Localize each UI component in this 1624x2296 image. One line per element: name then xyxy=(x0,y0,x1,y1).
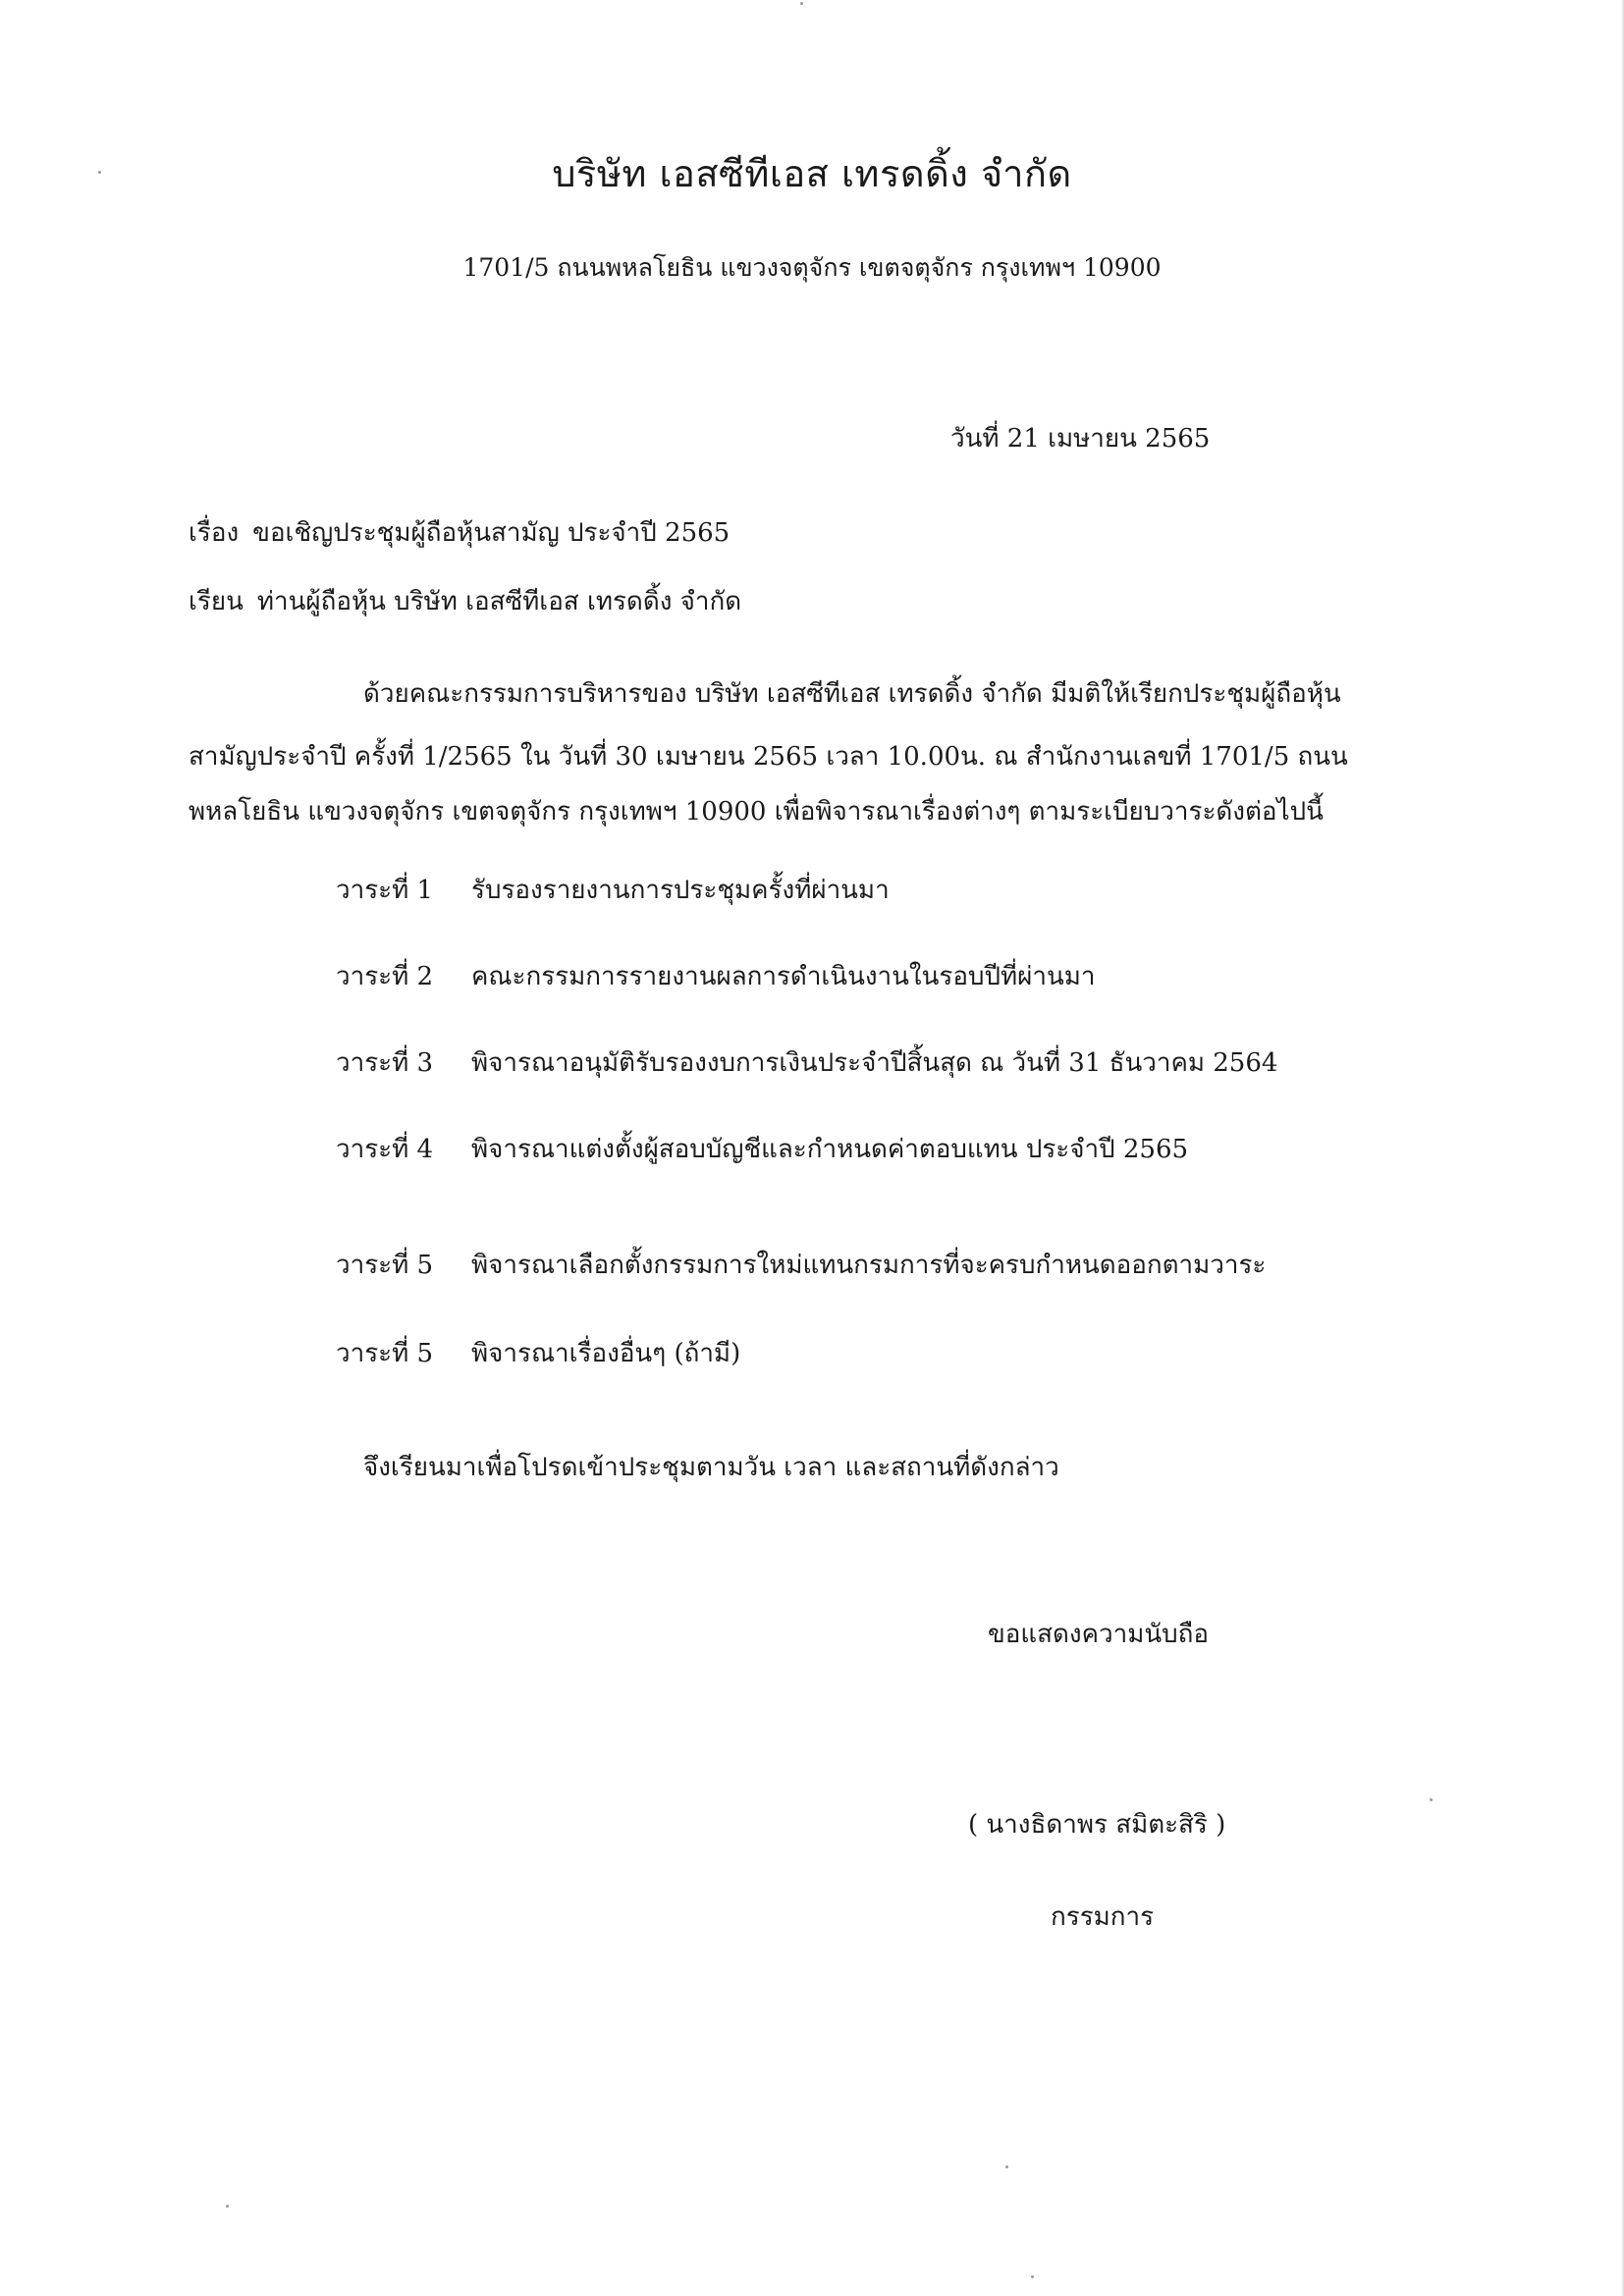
agenda-number: วาระที่ 1 xyxy=(336,876,434,905)
scan-speck xyxy=(1430,1798,1433,1801)
subject-text: ขอเชิญประชุมผู้ถือหุ้นสามัญ ประจำปี 2565 xyxy=(252,518,731,548)
agenda-number: วาระที่ 3 xyxy=(336,1048,434,1078)
agenda-text: พิจารณาอนุมัติรับรองงบการเงินประจำปีสิ้นสุด ณ วันที่ 31 ธันวาคม 2564 xyxy=(471,1048,1278,1078)
body-line-1: ด้วยคณะกรรมการบริหารของ บริษัท เอสซีทีเอส เทรดดิ้ง จำกัด มีมติให้เรียกประชุมผู้ถือหุ้น xyxy=(363,679,1341,709)
letter-date: วันที่ 21 เมษายน 2565 xyxy=(950,424,1211,454)
agenda-item-6 xyxy=(336,1333,740,1373)
agenda-text: คณะกรรมการรายงานผลการดำเนินงานในรอบปีที่ผ่านมา xyxy=(471,962,1096,991)
company-name: บริษัท เอสซีทีเอส เทรดดิ้ง จำกัด xyxy=(552,152,1072,195)
scan-speck xyxy=(1031,2275,1034,2278)
subject-label: เรื่อง xyxy=(189,518,240,548)
regards: ขอแสดงความนับถือ xyxy=(988,1620,1209,1649)
agenda-number: วาระที่ 4 xyxy=(336,1135,434,1164)
agenda-text: พิจารณาเรื่องอื่นๆ (ถ้ามี) xyxy=(471,1339,741,1368)
agenda-item-2 xyxy=(336,956,1095,996)
signer-name: ( นางธิดาพร สมิตะสิริ ) xyxy=(968,1810,1226,1840)
scan-speck xyxy=(226,2205,229,2208)
agenda-text: พิจารณาเลือกตั้งกรรมการใหม่แทนกรมการที่จะครบกำหนดออกตามวาระ xyxy=(471,1251,1267,1280)
agenda-item-5 xyxy=(336,1245,1266,1285)
agenda-item-1 xyxy=(336,870,890,910)
body-line-2: สามัญประจำปี ครั้งที่ 1/2565 ใน วันที่ 30 เมษายน 2565 เวลา 10.00น. ณ สำนักงานเลขที่ 1701/5 ถนน xyxy=(189,742,1348,772)
agenda-text: พิจารณาแต่งตั้งผู้สอบบัญชีและกำหนดค่าตอบแทน ประจำปี 2565 xyxy=(471,1135,1189,1164)
subject-line xyxy=(189,512,730,553)
body-line-3: พหลโยธิน แขวงจตุจักร เขตจตุจักร กรุงเทพฯ 10900 เพื่อพิจารณาเรื่องต่างๆ ตามระเบียบวาระดังต่อไปนี้ xyxy=(189,797,1324,827)
closing-line: จึงเรียนมาเพื่อโปรดเข้าประชุมตามวัน เวลา และสถานที่ดังกล่าว xyxy=(363,1453,1059,1482)
agenda-number: วาระที่ 5 xyxy=(336,1251,434,1280)
agenda-text: รับรองรายงานการประชุมครั้งที่ผ่านมา xyxy=(471,876,890,905)
agenda-item-4 xyxy=(336,1129,1188,1169)
recipient-line xyxy=(189,581,741,621)
company-address: 1701/5 ถนนพหลโยธิน แขวงจตุจักร เขตจตุจักร กรุงเทพฯ 10900 xyxy=(462,253,1162,282)
agenda-item-3 xyxy=(336,1042,1277,1083)
signer-title: กรรมการ xyxy=(1051,1902,1155,1932)
scan-speck xyxy=(800,2,803,5)
scan-speck xyxy=(1005,2165,1008,2168)
recipient-label: เรียน xyxy=(189,587,244,616)
agenda-number: วาระที่ 2 xyxy=(336,962,434,991)
recipient-text: ท่านผู้ถือหุ้น บริษัท เอสซีทีเอส เทรดดิ้ง จำกัด xyxy=(256,587,742,616)
agenda-number: วาระที่ 5 xyxy=(336,1339,434,1368)
